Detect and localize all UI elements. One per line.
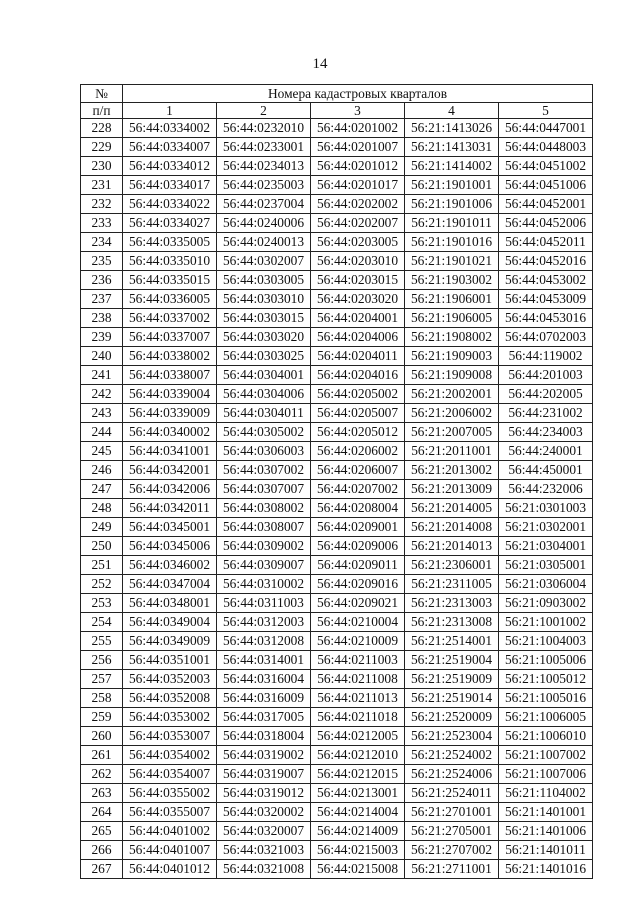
table-row [81, 708, 593, 727]
cadastral-number-cell: 56:44:0354002 [123, 746, 217, 765]
cadastral-number-cell: 56:44:0312003 [217, 613, 311, 632]
cadastral-number-cell: 56:44:0355007 [123, 803, 217, 822]
cadastral-number-cell: 56:44:0233001 [217, 138, 311, 157]
cadastral-number-cell: 56:21:1906001 [405, 290, 499, 309]
cadastral-number-cell: 56:44:0452011 [499, 233, 593, 252]
cadastral-number-cell: 56:21:1007006 [499, 765, 593, 784]
table-row [81, 784, 593, 803]
table-row [81, 499, 593, 518]
row-number-cell: 238 [81, 309, 123, 328]
header-column-5: 5 [499, 103, 593, 119]
cadastral-number-cell: 56:44:0453002 [499, 271, 593, 290]
cadastral-number-cell: 56:21:1901021 [405, 252, 499, 271]
cadastral-number-cell: 56:44:0214004 [311, 803, 405, 822]
cadastral-number-cell: 56:21:2519009 [405, 670, 499, 689]
table-row [81, 822, 593, 841]
cadastral-number-cell: 56:44:0321008 [217, 860, 311, 879]
cadastral-number-cell: 56:21:2313008 [405, 613, 499, 632]
cadastral-number-cell: 56:21:2014008 [405, 518, 499, 537]
cadastral-number-cell: 56:44:0206007 [311, 461, 405, 480]
cadastral-number-cell: 56:21:1104002 [499, 784, 593, 803]
cadastral-number-cell: 56:44:450001 [499, 461, 593, 480]
table-row [81, 309, 593, 328]
row-number-cell: 229 [81, 138, 123, 157]
cadastral-number-cell: 56:44:0211003 [311, 651, 405, 670]
cadastral-number-cell: 56:44:0401002 [123, 822, 217, 841]
cadastral-number-cell: 56:44:0212010 [311, 746, 405, 765]
cadastral-number-cell: 56:44:0304011 [217, 404, 311, 423]
cadastral-number-cell: 56:21:2524006 [405, 765, 499, 784]
row-number-cell: 244 [81, 423, 123, 442]
cadastral-number-cell: 56:44:0345006 [123, 537, 217, 556]
cadastral-number-cell: 56:44:0451006 [499, 176, 593, 195]
table-row [81, 480, 593, 499]
table-row [81, 632, 593, 651]
page-number: 14 [312, 56, 328, 72]
cadastral-number-cell: 56:21:1909003 [405, 347, 499, 366]
row-number-cell: 243 [81, 404, 123, 423]
cadastral-number-cell: 56:44:231002 [499, 404, 593, 423]
cadastral-number-cell: 56:21:2311005 [405, 575, 499, 594]
table-row [81, 176, 593, 195]
cadastral-number-cell: 56:44:202005 [499, 385, 593, 404]
cadastral-number-cell: 56:44:0453009 [499, 290, 593, 309]
cadastral-number-cell: 56:21:1413031 [405, 138, 499, 157]
table-row [81, 651, 593, 670]
cadastral-number-cell: 56:21:1909008 [405, 366, 499, 385]
row-number-cell: 253 [81, 594, 123, 613]
table-row [81, 860, 593, 879]
cadastral-number-cell: 56:21:1901011 [405, 214, 499, 233]
cadastral-number-cell: 56:44:0209011 [311, 556, 405, 575]
table-row [81, 157, 593, 176]
cadastral-number-cell: 56:44:0334027 [123, 214, 217, 233]
cadastral-number-cell: 56:44:0201012 [311, 157, 405, 176]
cadastral-number-cell: 56:44:0337007 [123, 328, 217, 347]
cadastral-number-cell: 56:44:0452006 [499, 214, 593, 233]
row-number-cell: 254 [81, 613, 123, 632]
cadastral-number-cell: 56:44:0203005 [311, 233, 405, 252]
row-number-cell: 239 [81, 328, 123, 347]
cadastral-number-cell: 56:21:2013009 [405, 480, 499, 499]
cadastral-number-cell: 56:44:0338007 [123, 366, 217, 385]
cadastral-number-cell: 56:44:0307007 [217, 480, 311, 499]
cadastral-number-cell: 56:44:0401012 [123, 860, 217, 879]
cadastral-number-cell: 56:44:0206002 [311, 442, 405, 461]
cadastral-number-cell: 56:21:1005012 [499, 670, 593, 689]
cadastral-number-cell: 56:44:0204016 [311, 366, 405, 385]
header-number-sign: № [81, 85, 123, 103]
row-number-cell: 241 [81, 366, 123, 385]
header-column-1: 1 [123, 103, 217, 119]
cadastral-number-cell: 56:44:0342006 [123, 480, 217, 499]
header-row-index-label: п/п [81, 103, 123, 119]
cadastral-number-cell: 56:44:0202002 [311, 195, 405, 214]
header-title: Номера кадастровых кварталов [123, 85, 593, 103]
cadastral-number-cell: 56:21:0301003 [499, 499, 593, 518]
row-number-cell: 249 [81, 518, 123, 537]
cadastral-number-cell: 56:21:1006010 [499, 727, 593, 746]
table-row [81, 290, 593, 309]
row-number-cell: 246 [81, 461, 123, 480]
cadastral-number-cell: 56:44:0335010 [123, 252, 217, 271]
cadastral-number-cell: 56:21:2524002 [405, 746, 499, 765]
cadastral-number-cell: 56:44:0309007 [217, 556, 311, 575]
table-row [81, 119, 593, 138]
cadastral-number-cell: 56:44:0204006 [311, 328, 405, 347]
cadastral-number-cell: 56:44:0215008 [311, 860, 405, 879]
cadastral-number-cell: 56:44:0309002 [217, 537, 311, 556]
row-number-cell: 259 [81, 708, 123, 727]
cadastral-number-cell: 56:44:0334012 [123, 157, 217, 176]
table-row [81, 195, 593, 214]
cadastral-number-cell: 56:44:0452001 [499, 195, 593, 214]
cadastral-number-cell: 56:44:0305002 [217, 423, 311, 442]
table-row [81, 404, 593, 423]
row-number-cell: 247 [81, 480, 123, 499]
cadastral-number-cell: 56:44:0205002 [311, 385, 405, 404]
cadastral-number-cell: 56:21:2006002 [405, 404, 499, 423]
cadastral-number-cell: 56:44:0353007 [123, 727, 217, 746]
row-number-cell: 232 [81, 195, 123, 214]
cadastral-number-cell: 56:44:0339004 [123, 385, 217, 404]
cadastral-number-cell: 56:44:0303005 [217, 271, 311, 290]
cadastral-number-cell: 56:21:2711001 [405, 860, 499, 879]
row-number-cell: 252 [81, 575, 123, 594]
cadastral-number-cell: 56:44:240001 [499, 442, 593, 461]
row-number-cell: 255 [81, 632, 123, 651]
cadastral-number-cell: 56:44:0237004 [217, 195, 311, 214]
cadastral-number-cell: 56:44:0354007 [123, 765, 217, 784]
cadastral-number-cell: 56:44:0202007 [311, 214, 405, 233]
row-number-cell: 265 [81, 822, 123, 841]
cadastral-number-cell: 56:44:0347004 [123, 575, 217, 594]
cadastral-number-cell: 56:44:0342001 [123, 461, 217, 480]
row-number-cell: 230 [81, 157, 123, 176]
cadastral-number-cell: 56:21:1414002 [405, 157, 499, 176]
cadastral-number-cell: 56:44:0209006 [311, 537, 405, 556]
table-row [81, 670, 593, 689]
row-number-cell: 256 [81, 651, 123, 670]
cadastral-number-cell: 56:44:0210009 [311, 632, 405, 651]
row-number-cell: 234 [81, 233, 123, 252]
cadastral-number-cell: 56:44:0214009 [311, 822, 405, 841]
cadastral-number-cell: 56:44:0335005 [123, 233, 217, 252]
cadastral-number-cell: 56:44:201003 [499, 366, 593, 385]
table-row [81, 233, 593, 252]
cadastral-number-cell: 56:21:2705001 [405, 822, 499, 841]
table-row [81, 347, 593, 366]
cadastral-number-cell: 56:21:1401016 [499, 860, 593, 879]
cadastral-number-cell: 56:44:0401007 [123, 841, 217, 860]
cadastral-number-cell: 56:44:0352003 [123, 670, 217, 689]
cadastral-number-cell: 56:44:232006 [499, 480, 593, 499]
table-row [81, 423, 593, 442]
cadastral-number-cell: 56:44:0448003 [499, 138, 593, 157]
cadastral-number-cell: 56:21:2306001 [405, 556, 499, 575]
cadastral-number-cell: 56:44:0308002 [217, 499, 311, 518]
cadastral-number-cell: 56:21:1401001 [499, 803, 593, 822]
cadastral-number-cell: 56:21:2313003 [405, 594, 499, 613]
table-row [81, 252, 593, 271]
cadastral-number-cell: 56:44:0209016 [311, 575, 405, 594]
cadastral-quarters-table [80, 84, 593, 879]
cadastral-number-cell: 56:44:0211013 [311, 689, 405, 708]
cadastral-number-cell: 56:44:0320007 [217, 822, 311, 841]
cadastral-number-cell: 56:21:0304001 [499, 537, 593, 556]
cadastral-number-cell: 56:44:0447001 [499, 119, 593, 138]
cadastral-number-cell: 56:44:0346002 [123, 556, 217, 575]
table-row [81, 746, 593, 765]
cadastral-number-cell: 56:21:1401011 [499, 841, 593, 860]
cadastral-number-cell: 56:44:0303020 [217, 328, 311, 347]
cadastral-number-cell: 56:44:0453016 [499, 309, 593, 328]
cadastral-number-cell: 56:44:234003 [499, 423, 593, 442]
table-row [81, 575, 593, 594]
table-row [81, 214, 593, 233]
table-row [81, 727, 593, 746]
cadastral-number-cell: 56:44:0320002 [217, 803, 311, 822]
table-body [81, 119, 593, 879]
cadastral-number-cell: 56:44:0211008 [311, 670, 405, 689]
cadastral-number-cell: 56:44:0209021 [311, 594, 405, 613]
cadastral-number-cell: 56:44:0209001 [311, 518, 405, 537]
cadastral-number-cell: 56:44:0303010 [217, 290, 311, 309]
cadastral-number-cell: 56:21:1413026 [405, 119, 499, 138]
cadastral-number-cell: 56:44:0215003 [311, 841, 405, 860]
table-row [81, 518, 593, 537]
table-row [81, 442, 593, 461]
cadastral-number-cell: 56:21:0305001 [499, 556, 593, 575]
table-row [81, 765, 593, 784]
cadastral-number-cell: 56:21:2524011 [405, 784, 499, 803]
cadastral-number-cell: 56:44:0348001 [123, 594, 217, 613]
cadastral-number-cell: 56:44:0355002 [123, 784, 217, 803]
cadastral-number-cell: 56:44:0349004 [123, 613, 217, 632]
cadastral-number-cell: 56:44:0240013 [217, 233, 311, 252]
table-row [81, 366, 593, 385]
cadastral-number-cell: 56:21:0302001 [499, 518, 593, 537]
cadastral-number-cell: 56:44:0319002 [217, 746, 311, 765]
cadastral-number-cell: 56:21:1901006 [405, 195, 499, 214]
row-number-cell: 248 [81, 499, 123, 518]
cadastral-number-cell: 56:44:0211018 [311, 708, 405, 727]
row-number-cell: 236 [81, 271, 123, 290]
cadastral-number-cell: 56:44:119002 [499, 347, 593, 366]
cadastral-number-cell: 56:21:2007005 [405, 423, 499, 442]
cadastral-number-cell: 56:44:0306003 [217, 442, 311, 461]
cadastral-number-cell: 56:44:0316004 [217, 670, 311, 689]
cadastral-number-cell: 56:44:0321003 [217, 841, 311, 860]
cadastral-number-cell: 56:44:0204011 [311, 347, 405, 366]
table-row [81, 841, 593, 860]
cadastral-number-cell: 56:44:0334017 [123, 176, 217, 195]
cadastral-number-cell: 56:44:0201017 [311, 176, 405, 195]
cadastral-number-cell: 56:44:0336005 [123, 290, 217, 309]
cadastral-number-cell: 56:44:0203010 [311, 252, 405, 271]
cadastral-number-cell: 56:44:0314001 [217, 651, 311, 670]
cadastral-number-cell: 56:44:0451002 [499, 157, 593, 176]
cadastral-number-cell: 56:44:0702003 [499, 328, 593, 347]
cadastral-number-cell: 56:44:0319007 [217, 765, 311, 784]
cadastral-number-cell: 56:21:2013002 [405, 461, 499, 480]
row-number-cell: 250 [81, 537, 123, 556]
table-row [81, 271, 593, 290]
cadastral-number-cell: 56:44:0304006 [217, 385, 311, 404]
cadastral-number-cell: 56:44:0335015 [123, 271, 217, 290]
cadastral-number-cell: 56:21:1005016 [499, 689, 593, 708]
table-row [81, 689, 593, 708]
cadastral-number-cell: 56:44:0341001 [123, 442, 217, 461]
row-number-cell: 245 [81, 442, 123, 461]
cadastral-number-cell: 56:21:2519014 [405, 689, 499, 708]
cadastral-number-cell: 56:44:0205007 [311, 404, 405, 423]
cadastral-number-cell: 56:21:1901001 [405, 176, 499, 195]
cadastral-number-cell: 56:21:2014013 [405, 537, 499, 556]
cadastral-number-cell: 56:21:0306004 [499, 575, 593, 594]
table-row [81, 385, 593, 404]
row-number-cell: 237 [81, 290, 123, 309]
cadastral-number-cell: 56:44:0308007 [217, 518, 311, 537]
table-row [81, 556, 593, 575]
table-row [81, 594, 593, 613]
cadastral-number-cell: 56:44:0303015 [217, 309, 311, 328]
table-row [81, 537, 593, 556]
cadastral-number-cell: 56:44:0210004 [311, 613, 405, 632]
row-number-cell: 258 [81, 689, 123, 708]
row-number-cell: 228 [81, 119, 123, 138]
cadastral-number-cell: 56:21:1001002 [499, 613, 593, 632]
cadastral-number-cell: 56:44:0352008 [123, 689, 217, 708]
cadastral-number-cell: 56:44:0338002 [123, 347, 217, 366]
cadastral-number-cell: 56:21:1006005 [499, 708, 593, 727]
cadastral-number-cell: 56:44:0316009 [217, 689, 311, 708]
cadastral-number-cell: 56:44:0334007 [123, 138, 217, 157]
cadastral-number-cell: 56:44:0203020 [311, 290, 405, 309]
cadastral-number-cell: 56:21:0903002 [499, 594, 593, 613]
row-number-cell: 267 [81, 860, 123, 879]
row-number-cell: 266 [81, 841, 123, 860]
header-column-3: 3 [311, 103, 405, 119]
cadastral-number-cell: 56:44:0334002 [123, 119, 217, 138]
row-number-cell: 235 [81, 252, 123, 271]
row-number-cell: 233 [81, 214, 123, 233]
cadastral-number-cell: 56:21:2701001 [405, 803, 499, 822]
row-number-cell: 242 [81, 385, 123, 404]
table-row [81, 613, 593, 632]
cadastral-number-cell: 56:21:2707002 [405, 841, 499, 860]
cadastral-number-cell: 56:44:0302007 [217, 252, 311, 271]
table-row [81, 803, 593, 822]
row-number-cell: 263 [81, 784, 123, 803]
cadastral-number-cell: 56:44:0235003 [217, 176, 311, 195]
cadastral-number-cell: 56:44:0311003 [217, 594, 311, 613]
cadastral-number-cell: 56:44:0353002 [123, 708, 217, 727]
cadastral-number-cell: 56:44:0213001 [311, 784, 405, 803]
cadastral-number-cell: 56:44:0452016 [499, 252, 593, 271]
row-number-cell: 261 [81, 746, 123, 765]
cadastral-number-cell: 56:44:0339009 [123, 404, 217, 423]
cadastral-number-cell: 56:21:2519004 [405, 651, 499, 670]
header-column-4: 4 [405, 103, 499, 119]
cadastral-number-cell: 56:21:1906005 [405, 309, 499, 328]
cadastral-number-cell: 56:21:1908002 [405, 328, 499, 347]
row-number-cell: 262 [81, 765, 123, 784]
cadastral-number-cell: 56:44:0318004 [217, 727, 311, 746]
row-number-cell: 257 [81, 670, 123, 689]
table-row [81, 138, 593, 157]
row-number-cell: 260 [81, 727, 123, 746]
cadastral-number-cell: 56:21:1901016 [405, 233, 499, 252]
table-row [81, 328, 593, 347]
cadastral-number-cell: 56:21:1004003 [499, 632, 593, 651]
table-header [81, 85, 593, 119]
cadastral-number-cell: 56:21:1401006 [499, 822, 593, 841]
cadastral-number-cell: 56:44:0208004 [311, 499, 405, 518]
cadastral-number-cell: 56:44:0207002 [311, 480, 405, 499]
cadastral-number-cell: 56:44:0201007 [311, 138, 405, 157]
cadastral-number-cell: 56:21:2014005 [405, 499, 499, 518]
cadastral-number-cell: 56:44:0345001 [123, 518, 217, 537]
cadastral-number-cell: 56:44:0304001 [217, 366, 311, 385]
cadastral-number-cell: 56:44:0337002 [123, 309, 217, 328]
cadastral-number-cell: 56:44:0351001 [123, 651, 217, 670]
cadastral-number-cell: 56:44:0232010 [217, 119, 311, 138]
cadastral-number-cell: 56:44:0203015 [311, 271, 405, 290]
cadastral-number-cell: 56:44:0201002 [311, 119, 405, 138]
cadastral-number-cell: 56:21:2514001 [405, 632, 499, 651]
cadastral-number-cell: 56:44:0307002 [217, 461, 311, 480]
cadastral-number-cell: 56:21:2523004 [405, 727, 499, 746]
cadastral-number-cell: 56:21:2520009 [405, 708, 499, 727]
cadastral-number-cell: 56:21:1007002 [499, 746, 593, 765]
cadastral-number-cell: 56:44:0240006 [217, 214, 311, 233]
cadastral-number-cell: 56:44:0205012 [311, 423, 405, 442]
cadastral-number-cell: 56:44:0204001 [311, 309, 405, 328]
cadastral-number-cell: 56:44:0340002 [123, 423, 217, 442]
row-number-cell: 231 [81, 176, 123, 195]
header-column-2: 2 [217, 103, 311, 119]
cadastral-number-cell: 56:44:0317005 [217, 708, 311, 727]
cadastral-number-cell: 56:44:0334022 [123, 195, 217, 214]
cadastral-number-cell: 56:44:0349009 [123, 632, 217, 651]
cadastral-number-cell: 56:44:0234013 [217, 157, 311, 176]
row-number-cell: 240 [81, 347, 123, 366]
cadastral-number-cell: 56:44:0212005 [311, 727, 405, 746]
cadastral-number-cell: 56:21:2011001 [405, 442, 499, 461]
table-row [81, 461, 593, 480]
cadastral-number-cell: 56:21:1903002 [405, 271, 499, 290]
cadastral-number-cell: 56:44:0319012 [217, 784, 311, 803]
cadastral-number-cell: 56:21:1005006 [499, 651, 593, 670]
cadastral-number-cell: 56:44:0303025 [217, 347, 311, 366]
cadastral-number-cell: 56:44:0342011 [123, 499, 217, 518]
cadastral-number-cell: 56:21:2002001 [405, 385, 499, 404]
row-number-cell: 264 [81, 803, 123, 822]
cadastral-number-cell: 56:44:0312008 [217, 632, 311, 651]
row-number-cell: 251 [81, 556, 123, 575]
cadastral-number-cell: 56:44:0212015 [311, 765, 405, 784]
cadastral-number-cell: 56:44:0310002 [217, 575, 311, 594]
